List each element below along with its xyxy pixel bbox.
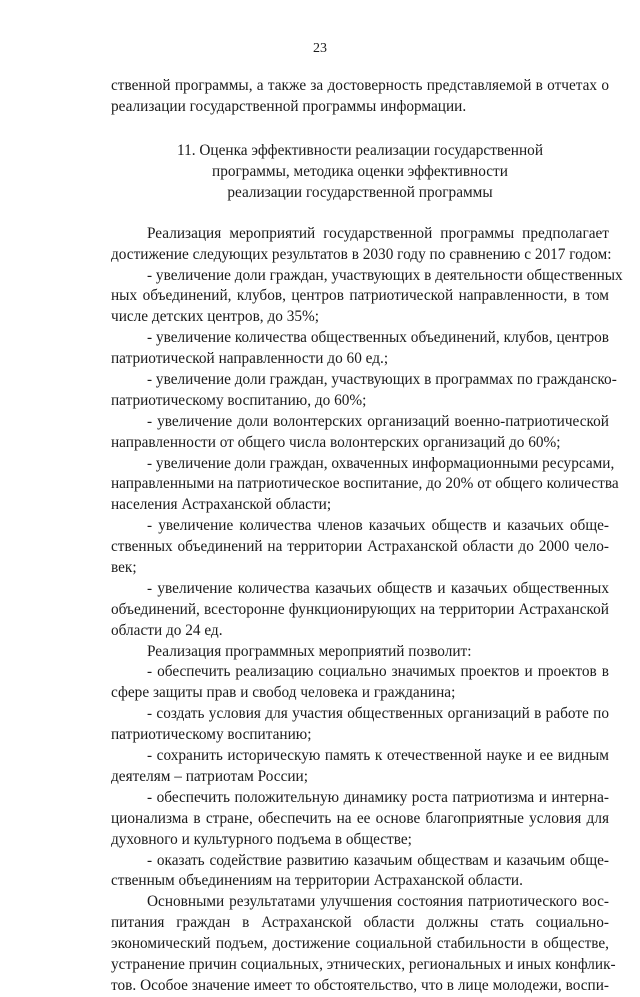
text-line: - увеличение доли волонтерских организаций военно-патриотической [147,412,609,430]
text-line: направленными на патриотическое воспитание, до 20% от общего количества [111,475,619,493]
text-line: сфере защиты прав и свобод человека и гражданина; [111,684,456,702]
text-line: деятелям – патриотам России; [111,767,308,785]
text-line: век; [111,559,137,577]
text-line: Основными результатами улучшения состояния патриотического вос- [147,893,609,911]
text-line: ственных объединений на территории Астраханской области до 2000 чело- [111,538,609,556]
text-line: духовного и культурного подъема в обществе; [111,830,412,848]
text-line: населения Астраханской области; [111,496,332,514]
text-line: - создать условия для участия общественных организаций в работе по [147,705,609,723]
text-line: патриотической направленности до 60 ед.; [111,350,389,368]
text-line: - оказать содействие развитию казачьим обществам и казачьим обще- [147,851,609,869]
text-line: питания граждан в Астраханской области должны стать социально- [111,914,609,932]
text-line: патриотическому воспитанию; [111,726,312,744]
text-line: экономический подъем, достижение социальной стабильности в обществе, [111,935,609,953]
text-line: - обеспечить положительную динамику роста патриотизма и интерна- [147,788,609,806]
heading-line: программы, методика оценки эффективности [212,162,508,180]
text-line: Реализация программных мероприятий позволит: [147,642,472,660]
text-line: области до 24 ед. [111,621,223,639]
text-line: ственной программы, а также за достоверность представляемой в отчетах о [111,77,609,94]
section-heading [111,140,609,203]
intro-paragraph [111,76,609,118]
text-line: - обеспечить реализацию социально значимых проектов и проектов в [147,663,609,681]
text-line: - увеличение количества общественных объединений, клубов, центров [147,329,609,347]
text-line: - увеличение доли граждан, участвующих в программах по гражданско- [147,371,617,389]
text-line: - увеличение количества казачьих обществ и казачьих общественных [147,579,609,597]
text-line: - увеличение количества членов казачьих обществ и казачьих обще- [147,517,609,535]
text-line: ционализма в стране, обеспечить на ее основе благоприятные условия для [111,809,609,827]
heading-line: 11. Оценка эффективности реализации государственной [176,141,544,159]
text-line: - увеличение доли граждан, охваченных информационными ресурсами, [147,454,615,472]
text-line: - сохранить историческую память к отечественной науке и ее видным [147,747,609,765]
text-line: устранение причин социальных, этнических, региональных и иных конфлик- [111,955,616,973]
text-line: объединений, всесторонне функционирующих на территории Астраханской [111,600,609,618]
text-line: направленности от общего числа волонтерских организаций до 60%; [111,433,561,451]
text-line: реализации государственной программы информации. [111,97,467,115]
page-body [111,76,623,997]
heading-line: реализации государственной программы [227,183,493,201]
text-line: тов. Особое значение имеет то обстоятельство, что в лице молодежи, воспи- [111,976,609,994]
text-line: ных объединений, клубов, центров патриотической направленности, в том [111,287,609,305]
page-number: 23 [313,41,327,56]
text-line: достижение следующих результатов в 2030 году по сравнению с 2017 годом: [111,245,612,263]
text-line: патриотическому воспитанию, до 60%; [111,391,367,409]
section-text [111,224,623,997]
text-line: ственным объединениям на территории Астраханской области. [111,872,523,890]
text-line: - увеличение доли граждан, участвующих в деятельности общественных [147,266,623,284]
text-line: Реализация мероприятий государственной программы предполагает [147,224,609,242]
text-line: числе детских центров, до 35%; [111,308,319,326]
